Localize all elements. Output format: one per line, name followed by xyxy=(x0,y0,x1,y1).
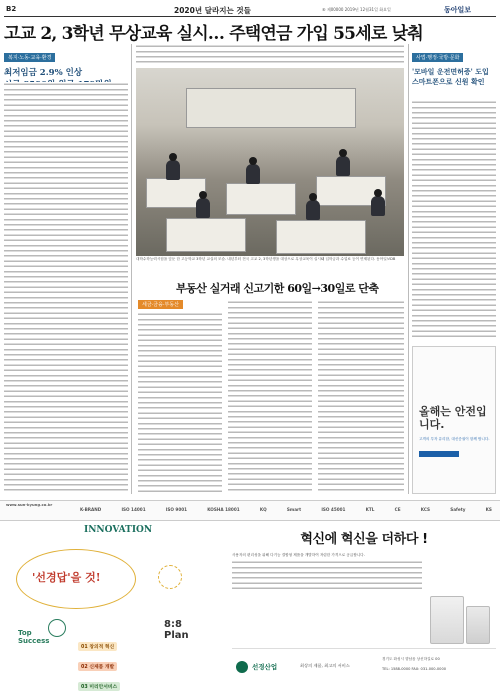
company-phone: TEL: 1588-0000 FAX: 031-000-0000 xyxy=(382,667,447,671)
cert-logos xyxy=(80,507,492,512)
innovation-list xyxy=(78,633,148,691)
cert-logo: KS xyxy=(485,507,492,512)
photo-caption: 대학수학능력시험을 앞둔 한 고등학교 3학년 교실의 모습. 내년부터 전국 고교 2, 3학년생을 대상으로 무상교육이 실시돼 입학금과 수업료 등이 면제된다. 동아일보DB xyxy=(136,257,396,261)
innovation-ad-body: 사용자의 편리성을 위해 다기능 결합형 제품을 개발하여 저렴한 가격으로 공급합니다. xyxy=(232,553,365,557)
ad-subtext: 고객의 투자 유리함, 대신증권이 함께 합니다. xyxy=(419,437,490,441)
company-url[interactable]: www.sun-kyung.co.kr xyxy=(6,502,53,507)
ad-slogan: 올해는 안전입니다. xyxy=(419,405,487,431)
innovation-graphic xyxy=(8,525,226,690)
cert-logo: Smart xyxy=(286,507,302,512)
real-estate-title: 부동산 실거래 신고기한 60일→30일로 단축 xyxy=(176,282,379,295)
innovation-item: 01 창의적 혁신 xyxy=(78,642,117,651)
page-header xyxy=(4,3,496,17)
gear-icon xyxy=(48,619,66,637)
innovation-ad xyxy=(232,528,496,558)
ad-logo-bar xyxy=(419,451,459,457)
column-divider xyxy=(131,44,132,494)
cert-logo: KOSHA 18001 xyxy=(207,507,240,512)
mid-text-col-1 xyxy=(138,312,222,492)
main-headline: 고교 2, 3학년 무상교육 실시… 주택연금 가입 55세로 낮춰 xyxy=(4,24,423,44)
product-image-2 xyxy=(466,606,490,644)
left-subheadline-1: 최저임금 2.9% 인상 xyxy=(4,68,83,78)
right-article-text xyxy=(412,100,496,340)
cert-logo: ISO 14001 xyxy=(121,507,146,512)
right-ad xyxy=(412,346,496,494)
cert-logo: K-BRAND xyxy=(80,507,102,512)
bulb-icon xyxy=(158,565,182,589)
innovation-quote: '선경답'을 것! xyxy=(32,571,101,584)
real-estate-tag: 세금·금융·부동산 xyxy=(138,300,183,309)
company-tagline: 최상의 제품, 최고의 서비스 xyxy=(300,663,350,668)
left-section-tag: 복지·노동·교육·환경 xyxy=(4,53,55,62)
innovation-ad-title: 혁신에 혁신을 더하다 ! xyxy=(300,532,428,547)
right-column xyxy=(412,44,496,87)
cert-logo: KCS xyxy=(420,507,430,512)
innovation-ad-text xyxy=(232,560,422,592)
classroom-photo xyxy=(136,68,404,256)
company-footer xyxy=(232,648,496,686)
product-image xyxy=(430,596,464,644)
top-success-label: Top Success xyxy=(18,629,50,645)
cert-logo: CE xyxy=(394,507,401,512)
issue-date: ⑥ 제00000 2019년 12월31일 화요일 xyxy=(322,7,391,12)
mid-text-col-3 xyxy=(318,300,404,492)
company-name: 선경산업 xyxy=(252,663,278,671)
center-article-text-top xyxy=(136,44,404,66)
company-address: 경기도 화성시 향남읍 상신하길로 00 xyxy=(382,657,440,661)
cert-logo: ISO 45001 xyxy=(321,507,346,512)
page-number: B2 xyxy=(6,5,17,13)
newspaper-logo: 동아일보 xyxy=(444,6,472,14)
right-subheadline-2: 스마트폰으로 신원 확인 xyxy=(412,77,485,86)
innovation-item: 02 신제품 개발 xyxy=(78,662,117,671)
cert-logo: KTL xyxy=(365,507,375,512)
mid-text-col-2 xyxy=(228,300,312,492)
innovation-label: INNOVATION xyxy=(84,525,153,535)
certification-strip xyxy=(0,500,500,521)
section-title: 2020년 달라지는 것들 xyxy=(174,6,251,15)
left-article-text xyxy=(4,82,128,494)
right-subheadline-1: '모바일 운전면허증' 도입 xyxy=(412,67,489,76)
right-section-tag: 사법·행정·국방·문화 xyxy=(412,53,463,62)
cert-logo: ISO 9001 xyxy=(165,507,188,512)
innovation-item: 03 미리안서비스 xyxy=(78,682,120,691)
cert-logo: Safety xyxy=(450,507,466,512)
column-divider-right xyxy=(408,44,409,494)
cert-logo: KQ xyxy=(259,507,267,512)
plan-label: 8:8 Plan xyxy=(164,619,189,641)
company-logo-icon xyxy=(236,661,248,673)
